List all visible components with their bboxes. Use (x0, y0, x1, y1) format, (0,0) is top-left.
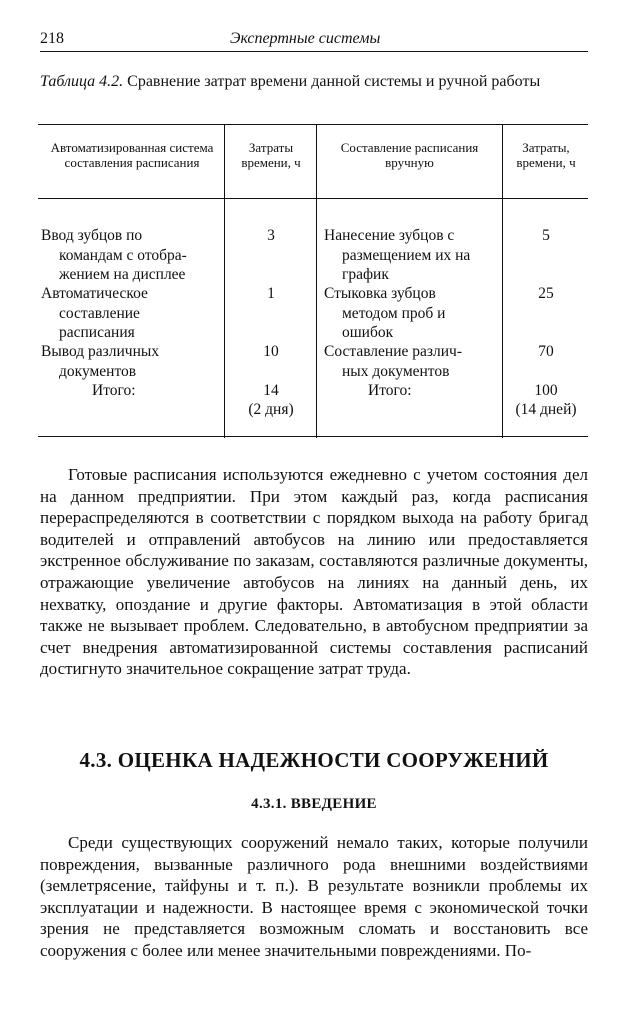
table-cell-auto-task: Ввод зубцов по командам с отобра- жением на дисплее (41, 227, 187, 283)
table-caption-label: Таблица 4.2. (40, 73, 124, 90)
subsection-heading: 4.3.1. ВВЕДЕНИЕ (251, 796, 377, 812)
table-cell-manual-hours: 70 (538, 343, 554, 360)
table-cell-manual-task: Стыковка зубцов методом проб и ошибок (324, 285, 446, 341)
table-cell-manual-task: Нанесение зубцов с размещением их на график (324, 227, 471, 283)
running-head (40, 28, 588, 52)
column-header-manual: Составление расписания вручную (340, 140, 479, 170)
table-caption-text: Сравнение затрат времени данной системы и ручной работы (127, 73, 541, 90)
table-bottom-rule (38, 436, 588, 437)
column-divider (502, 124, 503, 438)
column-header-auto-hours: Затраты времени, ч (241, 140, 301, 170)
running-title: Экспертные системы (230, 30, 381, 47)
section-heading: 4.3. ОЦЕНКА НАДЕЖНОСТИ СООРУЖЕНИЙ (79, 748, 549, 772)
column-divider (316, 124, 317, 438)
table-total-auto-hours: 14 (263, 382, 279, 399)
table-total-manual-days: (14 дней) (515, 401, 577, 418)
header-rule (40, 51, 588, 52)
table-cell-manual-hours: 25 (538, 285, 554, 302)
table-top-rule (38, 124, 588, 125)
table-header-rule (38, 198, 588, 199)
table-total-label-manual: Итого: (368, 382, 412, 399)
paragraph: Готовые расписания используются ежедневно с учетом состояния дел на данном предприятии. При этом каждый раз, когда расписания перераспределяются в соответствии с порядком выхода на работу бригад водителей и отправлений автобусов на линию или предоставляется экстренное обслуживание по заказам, составляются различные документы, отражающие увеличение автобусов на линиях на данный день, их нехватку, опоздание и другие факторы. Автоматизация в этой области также не вызывает проблем. Следовательно, в автобусном предприятии за счет внедрения автоматизированной системы составления расписаний достигнуто значительное сокращение затрат труда. (40, 465, 588, 679)
table-cell-auto-task: Автоматическое составление расписания (41, 285, 148, 341)
column-header-auto-system: Автоматизированная система составления расписания (50, 140, 214, 170)
table-cell-auto-hours: 1 (267, 285, 275, 302)
table-cell-auto-hours: 3 (267, 227, 275, 244)
paragraph: Среди существующих сооружений немало таких, которые получили повреждения, вызванные различного рода внешними воздействиями (землетрясение, тайфуны и т. п.). В результате возникли проблемы их эксплуатации и надежности. В настоящее время с экономической точки зрения не представляется возможным сломать и восстановить все сооружения с более или менее значительными повреждениями. По- (40, 833, 588, 960)
column-divider (224, 124, 225, 438)
table-cell-manual-hours: 5 (542, 227, 550, 244)
table-cell-manual-task: Составление различ- ных документов (324, 343, 463, 380)
table-total-manual-hours: 100 (534, 382, 558, 399)
comparison-table (38, 124, 588, 438)
table-total-auto-days: (2 дня) (248, 401, 294, 418)
table-caption (40, 72, 588, 92)
column-header-manual-hours: Затраты, времени, ч (516, 140, 576, 170)
table-cell-auto-task: Вывод различных документов (41, 343, 160, 380)
page-number: 218 (40, 30, 64, 47)
table-cell-auto-hours: 10 (263, 343, 279, 360)
table-total-label-auto: Итого: (92, 382, 136, 399)
